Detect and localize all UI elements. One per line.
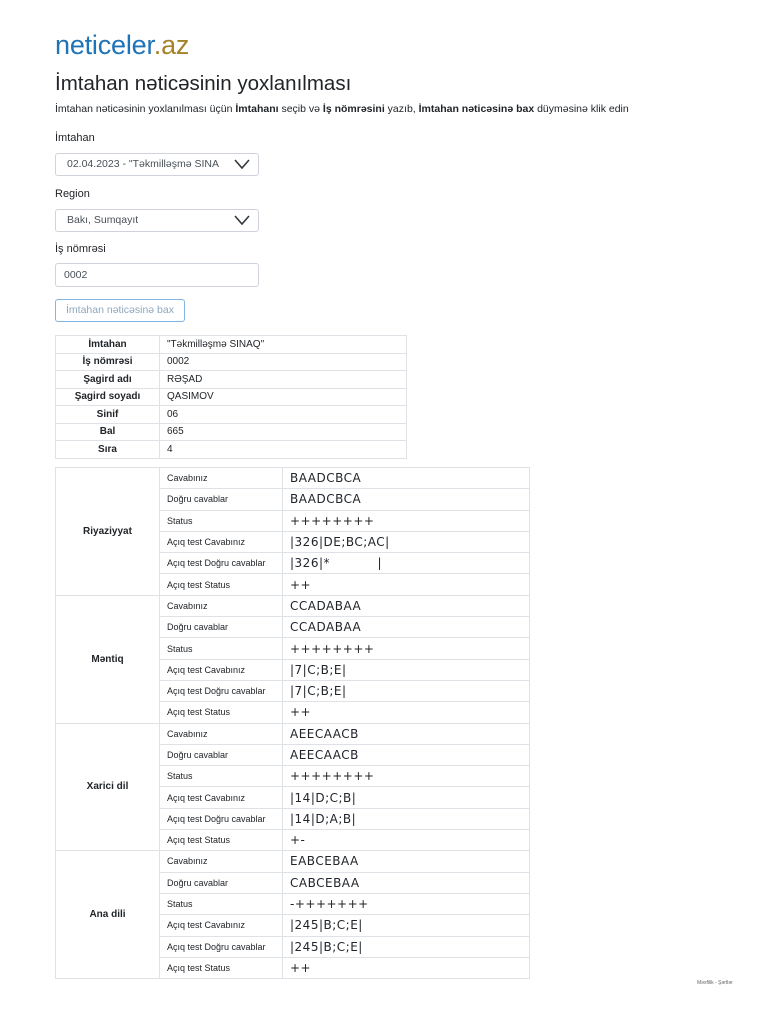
info-value: "Təkmilləşmə SINAQ" [160,336,407,354]
footer-links[interactable]: Məxfilik - Şərtlər [697,980,733,986]
field-label: Doğru cavablar [160,489,283,510]
field-value: CCADABAA [283,595,530,616]
field-label: Açıq test Status [160,702,283,723]
chevron-down-icon [234,158,250,170]
field-label: Status [160,510,283,531]
info-value: 4 [160,441,407,459]
exam-select-value: 02.04.2023 - "Təkmilləşmə SINA [67,158,219,170]
subject-name: Xarici dil [56,723,160,851]
field-value: |326|DE;BC;AC| [283,531,530,552]
field-value: ++ [283,702,530,723]
info-value: RƏŞAD [160,371,407,389]
field-value: |7|C;B;E| [283,659,530,680]
field-label: Status [160,893,283,914]
region-select[interactable] [55,209,259,232]
subject-name: Ana dili [56,851,160,979]
instructions: İmtahan nəticəsinin yoxlanılması üçün İmtahanı seçib və İş nömrəsini yazıb, İmtahan nəticəsinə bax düyməsinə klik edin [55,103,629,115]
info-key: Bal [56,423,160,441]
field-label: Açıq test Doğru cavablar [160,680,283,701]
field-value: |245|B;C;E| [283,915,530,936]
field-value: -+++++++ [283,893,530,914]
field-label: Cavabınız [160,468,283,489]
chevron-down-icon [234,214,250,226]
field-label: Açıq test Cavabınız [160,915,283,936]
site-logo[interactable] [55,30,189,61]
info-key: Şagird soyadı [56,388,160,406]
logo-part2: .az [153,30,190,60]
field-label: Status [160,766,283,787]
region-label: Region [55,188,90,200]
field-label: Açıq test Cavabınız [160,787,283,808]
field-label: Açıq test Cavabınız [160,531,283,552]
field-value: ++++++++ [283,638,530,659]
view-result-button[interactable]: İmtahan nəticəsinə bax [55,299,185,322]
exam-label: İmtahan [55,132,95,144]
field-label: Açıq test Cavabınız [160,659,283,680]
student-info-table [55,335,407,459]
field-value: BAADCBCA [283,468,530,489]
field-label: Doğru cavablar [160,872,283,893]
field-label: Doğru cavablar [160,744,283,765]
field-label: Cavabınız [160,595,283,616]
field-value: ++++++++ [283,766,530,787]
info-key: İş nömrəsi [56,353,160,371]
work-number-input[interactable]: 0002 [55,263,259,287]
info-value: 06 [160,406,407,424]
info-row [56,371,407,389]
field-label: Açıq test Doğru cavablar [160,936,283,957]
info-key: İmtahan [56,336,160,354]
field-value: BAADCBCA [283,489,530,510]
info-row [56,388,407,406]
field-label: Status [160,638,283,659]
info-value: QASIMOV [160,388,407,406]
info-row [56,406,407,424]
field-value: |326|* | [283,553,530,574]
exam-select[interactable] [55,153,259,176]
field-value: |7|C;B;E| [283,680,530,701]
region-select-value: Bakı, Sumqayıt [67,214,139,226]
field-value: |14|D;A;B| [283,808,530,829]
results-table [55,467,530,979]
page-title: İmtahan nəticəsinin yoxlanılması [55,72,352,95]
info-row [56,353,407,371]
info-key: Şagird adı [56,371,160,389]
field-value: AEECAACB [283,744,530,765]
result-row [56,851,530,872]
field-value: ++ [283,574,530,595]
field-value: ++++++++ [283,510,530,531]
field-value: |14|D;C;B| [283,787,530,808]
info-row [56,336,407,354]
subject-name: Riyaziyyat [56,468,160,596]
field-label: Doğru cavablar [160,617,283,638]
field-value: +- [283,830,530,851]
field-label: Cavabınız [160,851,283,872]
field-label: Açıq test Status [160,574,283,595]
info-key: Sıra [56,441,160,459]
info-row [56,441,407,459]
field-label: Açıq test Doğru cavablar [160,553,283,574]
logo-part1: neticeler [55,30,154,60]
field-label: Açıq test Status [160,957,283,978]
info-value: 0002 [160,353,407,371]
result-row [56,723,530,744]
info-value: 665 [160,423,407,441]
info-key: Sinif [56,406,160,424]
field-value: |245|B;C;E| [283,936,530,957]
field-value: ++ [283,957,530,978]
field-label: Cavabınız [160,723,283,744]
field-label: Açıq test Doğru cavablar [160,808,283,829]
field-value: CCADABAA [283,617,530,638]
subject-name: Məntiq [56,595,160,723]
field-value: CABCEBAA [283,872,530,893]
result-row [56,595,530,616]
field-value: EABCEBAA [283,851,530,872]
info-row [56,423,407,441]
result-row [56,468,530,489]
field-label: Açıq test Status [160,830,283,851]
work-number-label: İş nömrəsi [55,243,106,255]
field-value: AEECAACB [283,723,530,744]
